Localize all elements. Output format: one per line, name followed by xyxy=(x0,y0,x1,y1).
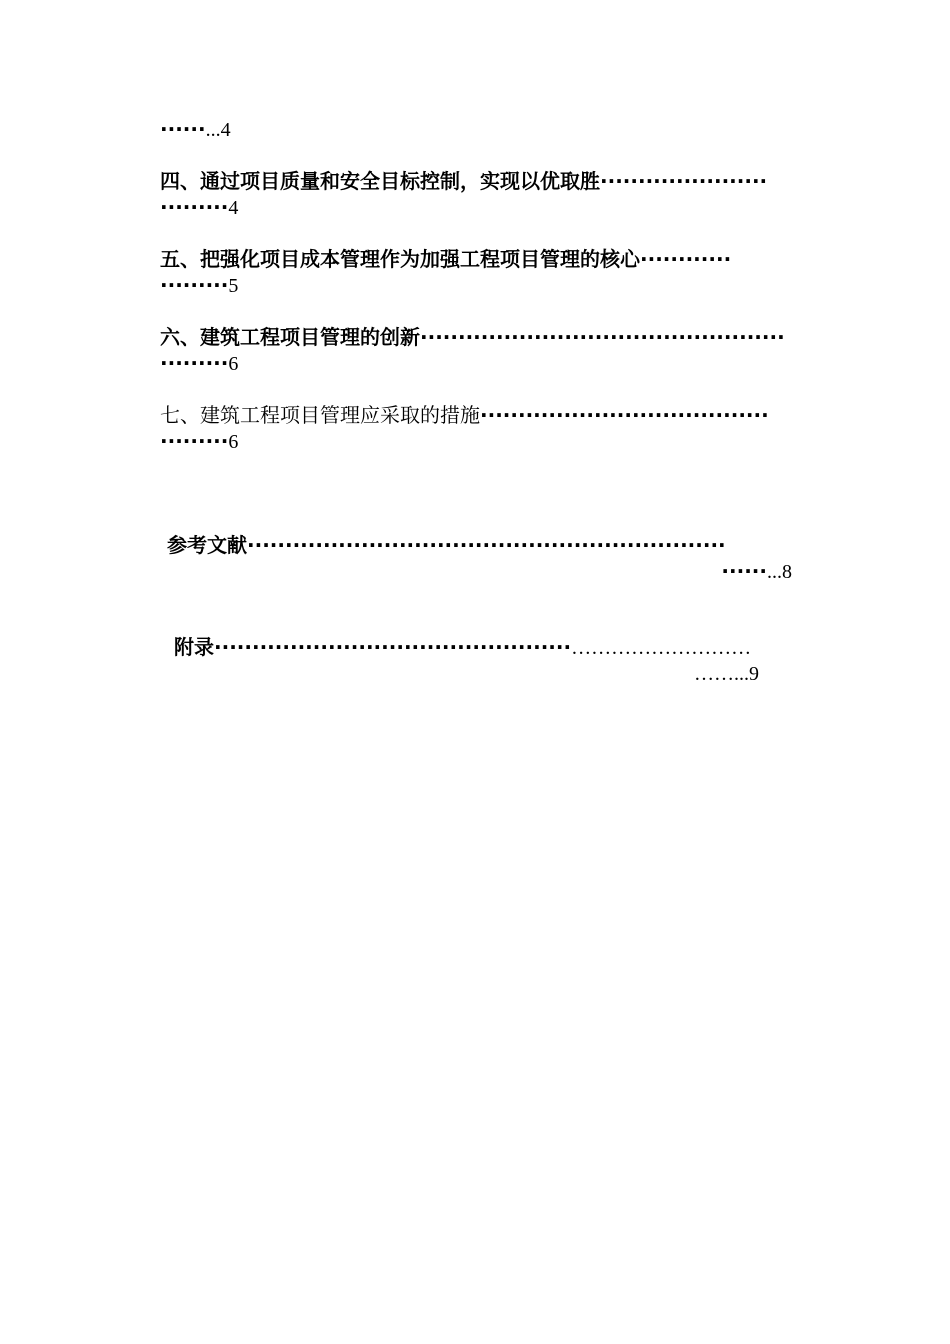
toc-leader-dots: ··············································· xyxy=(214,635,572,659)
toc-entry-continuation xyxy=(160,116,231,143)
toc-leader-dots: ············ xyxy=(640,247,732,271)
toc-leader-dots: ······················ xyxy=(600,169,768,193)
toc-leader-dots: ······································ xyxy=(480,403,769,427)
toc-page-number: 6 xyxy=(228,431,239,453)
toc-entry-title: 五、把强化项目成本管理作为加强工程项目管理的核心 xyxy=(160,247,640,271)
toc-page-number: ...9 xyxy=(734,663,759,685)
toc-entry[interactable] xyxy=(160,168,767,194)
toc-leader-dots: ········· xyxy=(160,351,229,375)
toc-page-number: ...8 xyxy=(767,561,792,583)
toc-page-number: 5 xyxy=(228,275,239,297)
toc-entry-continuation xyxy=(160,194,238,221)
toc-entry-continuation xyxy=(721,558,792,585)
toc-entry-appendix[interactable] xyxy=(174,634,751,661)
toc-entry[interactable] xyxy=(160,246,731,272)
toc-entry-title: 六、建筑工程项目管理的创新 xyxy=(160,325,420,349)
toc-entry-references[interactable] xyxy=(167,532,726,558)
toc-leader-dots: ················································ xyxy=(420,325,785,349)
toc-entry[interactable] xyxy=(160,402,769,428)
toc-entry-continuation xyxy=(694,660,759,687)
toc-page-number: ...4 xyxy=(205,119,231,141)
toc-entry-continuation xyxy=(160,350,238,377)
toc-entry-continuation xyxy=(160,272,238,299)
toc-entry-title: 参考文献 xyxy=(167,533,247,557)
toc-entry-title: 七、建筑工程项目管理应采取的措施 xyxy=(160,403,480,427)
toc-leader-dots-light: …… xyxy=(694,663,734,685)
toc-entry-title: 四、通过项目质量和安全目标控制，实现以优取胜 xyxy=(160,169,600,193)
toc-leader-dots: ······························································· xyxy=(247,533,726,557)
toc-leader-dots: ······ xyxy=(160,117,206,141)
toc-page-number: 6 xyxy=(228,353,239,375)
toc-leader-dots: ········· xyxy=(160,273,229,297)
toc-leader-dots: ········· xyxy=(160,195,229,219)
toc-page-number: 4 xyxy=(228,197,239,219)
toc-entry-continuation xyxy=(160,428,238,455)
toc-leader-dots: ······ xyxy=(721,559,767,583)
toc-entry-title: 附录 xyxy=(174,635,214,659)
toc-leader-dots-light: ……………………… xyxy=(571,637,752,659)
toc-leader-dots: ········· xyxy=(160,429,229,453)
toc-entry[interactable] xyxy=(160,324,785,350)
